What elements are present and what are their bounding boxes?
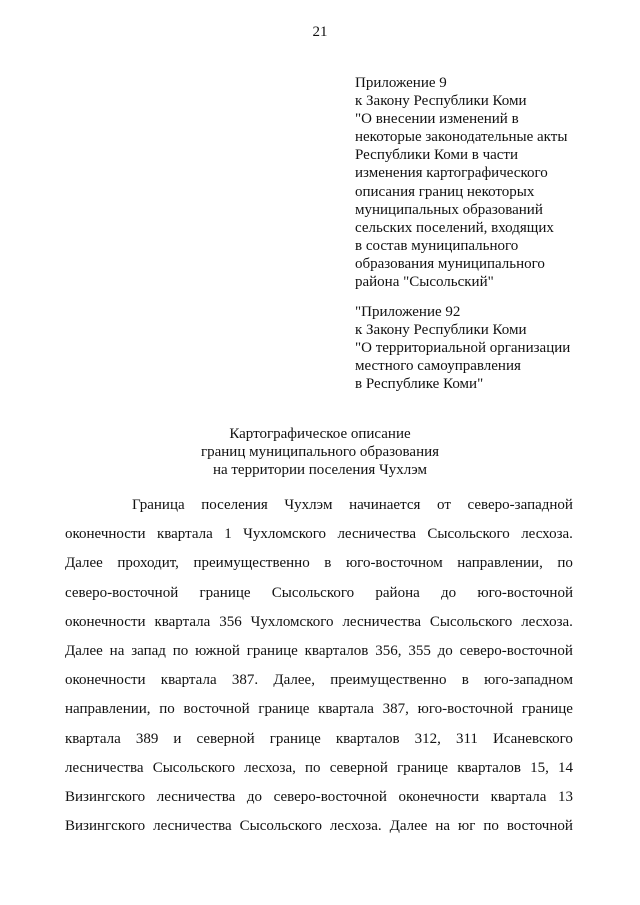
- body-word: лесхоза.: [329, 818, 382, 835]
- appendix-92-line: в Республике Коми": [355, 376, 484, 393]
- body-word: до: [437, 643, 453, 660]
- body-word: оконечности: [398, 789, 479, 806]
- body-word: по: [557, 555, 573, 572]
- body-line: [65, 637, 573, 666]
- body-word: 13: [557, 789, 573, 806]
- appendix-9-line: "О внесении изменений в: [355, 111, 519, 128]
- body-word: юг: [458, 818, 476, 835]
- body-word: кварталов: [457, 759, 521, 776]
- body-line: [65, 725, 573, 754]
- title-line: на территории поселения Чухлэм: [212, 462, 428, 478]
- body-word: лесхоза,: [244, 759, 296, 776]
- body-word: в: [324, 555, 332, 572]
- body-word: 356: [219, 613, 242, 630]
- body-word: Сысольского: [429, 613, 513, 630]
- appendix-9-line: описания границ некоторых: [355, 183, 535, 200]
- body-word: лесхоза.: [521, 613, 573, 630]
- body-word: лесничества: [65, 759, 144, 776]
- body-word: в: [461, 672, 469, 689]
- body-word: начинается: [349, 497, 421, 513]
- appendix-9-line: в состав муниципального: [355, 237, 519, 254]
- body-word: квартала: [160, 672, 217, 689]
- body-word: северо-западной: [467, 497, 573, 513]
- body-word: по: [159, 701, 175, 718]
- body-word: Визингского: [65, 818, 146, 835]
- body-word: 355: [408, 643, 431, 660]
- body-word: оконечности: [65, 613, 146, 630]
- appendix-9-line: к Закону Республики Коми: [355, 93, 527, 110]
- body-word: Чухломского: [250, 613, 334, 630]
- body-line: [65, 754, 573, 783]
- body-word: 312,: [414, 730, 441, 747]
- body-word: лесничества: [337, 526, 416, 543]
- body-word: 389: [135, 730, 159, 747]
- body-word: границе: [397, 759, 449, 776]
- body-word: Далее: [65, 555, 103, 572]
- body-word: северной: [329, 759, 388, 776]
- document-title: [0, 425, 640, 479]
- body-word: оконечности: [65, 526, 146, 543]
- body-word: южной: [195, 643, 240, 660]
- body-line: [65, 666, 573, 695]
- body-word: проходит,: [117, 555, 179, 572]
- body-word: восточной: [506, 818, 573, 835]
- appendix-92-header: [355, 303, 615, 393]
- body-word: Чухломского: [243, 526, 327, 543]
- body-word: юго-восточной: [417, 701, 514, 718]
- body-word: Граница: [132, 497, 185, 513]
- body-word: северо-восточной: [459, 643, 573, 660]
- body-word: квартала: [156, 526, 213, 543]
- body-word: квартала: [154, 613, 211, 630]
- appendix-9-line: образования муниципального: [355, 255, 545, 272]
- body-word: юго-западном: [484, 672, 573, 689]
- body-word: границе: [521, 701, 573, 718]
- appendix-92-line: к Закону Республики Коми: [355, 322, 527, 339]
- body-word: по: [172, 643, 189, 660]
- body-word: юго-восточной: [477, 584, 573, 601]
- body-word: по: [483, 818, 499, 835]
- appendix-9-header: [355, 74, 615, 291]
- body-word: 387,: [382, 701, 409, 718]
- body-word: границе: [258, 701, 310, 718]
- title-line: Картографическое описание: [229, 426, 411, 442]
- body-word: Сысольского: [271, 584, 355, 601]
- body-word: преимущественно: [330, 672, 447, 689]
- body-word: направлении,: [65, 701, 151, 718]
- body-word: до: [246, 789, 263, 806]
- body-word: лесничества: [153, 818, 232, 835]
- body-word: Далее: [65, 643, 103, 660]
- title-line: границ муниципального образования: [200, 444, 440, 460]
- body-word: северо-восточной: [65, 584, 179, 601]
- body-word: 15,: [530, 759, 549, 776]
- body-word: 1: [224, 526, 232, 543]
- body-word: района: [375, 584, 420, 601]
- body-paragraph: [65, 491, 573, 841]
- body-line: [65, 579, 573, 608]
- body-word: границе: [246, 643, 298, 660]
- body-word: на: [109, 643, 125, 660]
- body-word: преимущественно: [193, 555, 310, 572]
- body-word: 311: [455, 730, 478, 747]
- body-word: восточной: [183, 701, 250, 718]
- body-line: [65, 608, 573, 637]
- body-word: Чухлэм: [284, 497, 333, 513]
- body-word: границе: [269, 730, 321, 747]
- body-word: квартала: [65, 730, 121, 747]
- body-word: кварталов: [335, 730, 400, 747]
- page-number: 21: [312, 24, 328, 40]
- body-word: оконечности: [65, 672, 146, 689]
- appendix-9-line: сельских поселений, входящих: [355, 219, 554, 236]
- body-word: северной: [196, 730, 255, 747]
- appendix-92-line: "О территориальной организации: [355, 340, 571, 357]
- body-word: лесничества: [342, 613, 421, 630]
- body-word: 387.: [231, 672, 259, 689]
- body-word: кварталов: [304, 643, 369, 660]
- appendix-9-line: изменения картографического: [355, 165, 548, 182]
- appendix-9-line: Республики Коми в части: [355, 147, 519, 164]
- body-word: квартала: [490, 789, 547, 806]
- body-line: [65, 520, 573, 549]
- body-word: Сысольского: [152, 759, 236, 776]
- body-word: и: [173, 730, 182, 747]
- appendix-9-line: Приложение 9: [355, 75, 447, 91]
- body-word: Далее: [389, 818, 428, 835]
- body-word: по: [305, 759, 321, 776]
- appendix-9-line: муниципальных образований: [355, 201, 543, 218]
- body-word: северо-восточной: [273, 789, 387, 806]
- body-word: до: [441, 584, 457, 601]
- body-word: Далее,: [273, 672, 315, 689]
- body-word: направлении,: [457, 555, 543, 572]
- body-word: лесхоза.: [521, 526, 573, 543]
- body-word: на: [435, 818, 451, 835]
- body-word: лесничества: [156, 789, 236, 806]
- appendix-9-line: некоторые законодательные акты: [355, 129, 568, 146]
- body-word: 14: [557, 759, 573, 776]
- body-line: [65, 812, 573, 841]
- body-word: юго-восточном: [345, 555, 443, 572]
- body-word: поселения: [201, 497, 268, 513]
- body-word: Визингского: [65, 789, 146, 806]
- body-word: границе: [199, 584, 251, 601]
- body-word: Исаневского: [492, 730, 573, 747]
- body-line: [65, 491, 573, 520]
- appendix-92-line: "Приложение 92: [355, 304, 461, 320]
- body-word: 356,: [375, 643, 402, 660]
- body-word: квартала: [318, 701, 374, 718]
- appendix-9-line: района "Сысольский": [355, 274, 494, 291]
- body-line: [65, 783, 573, 812]
- body-word: от: [437, 497, 451, 513]
- body-line: [65, 695, 573, 724]
- body-word: Сысольского: [239, 818, 322, 835]
- body-word: запад: [131, 643, 166, 660]
- body-word: Сысольского: [427, 526, 510, 543]
- appendix-92-line: местного самоуправления: [355, 358, 521, 375]
- body-line: [65, 549, 573, 578]
